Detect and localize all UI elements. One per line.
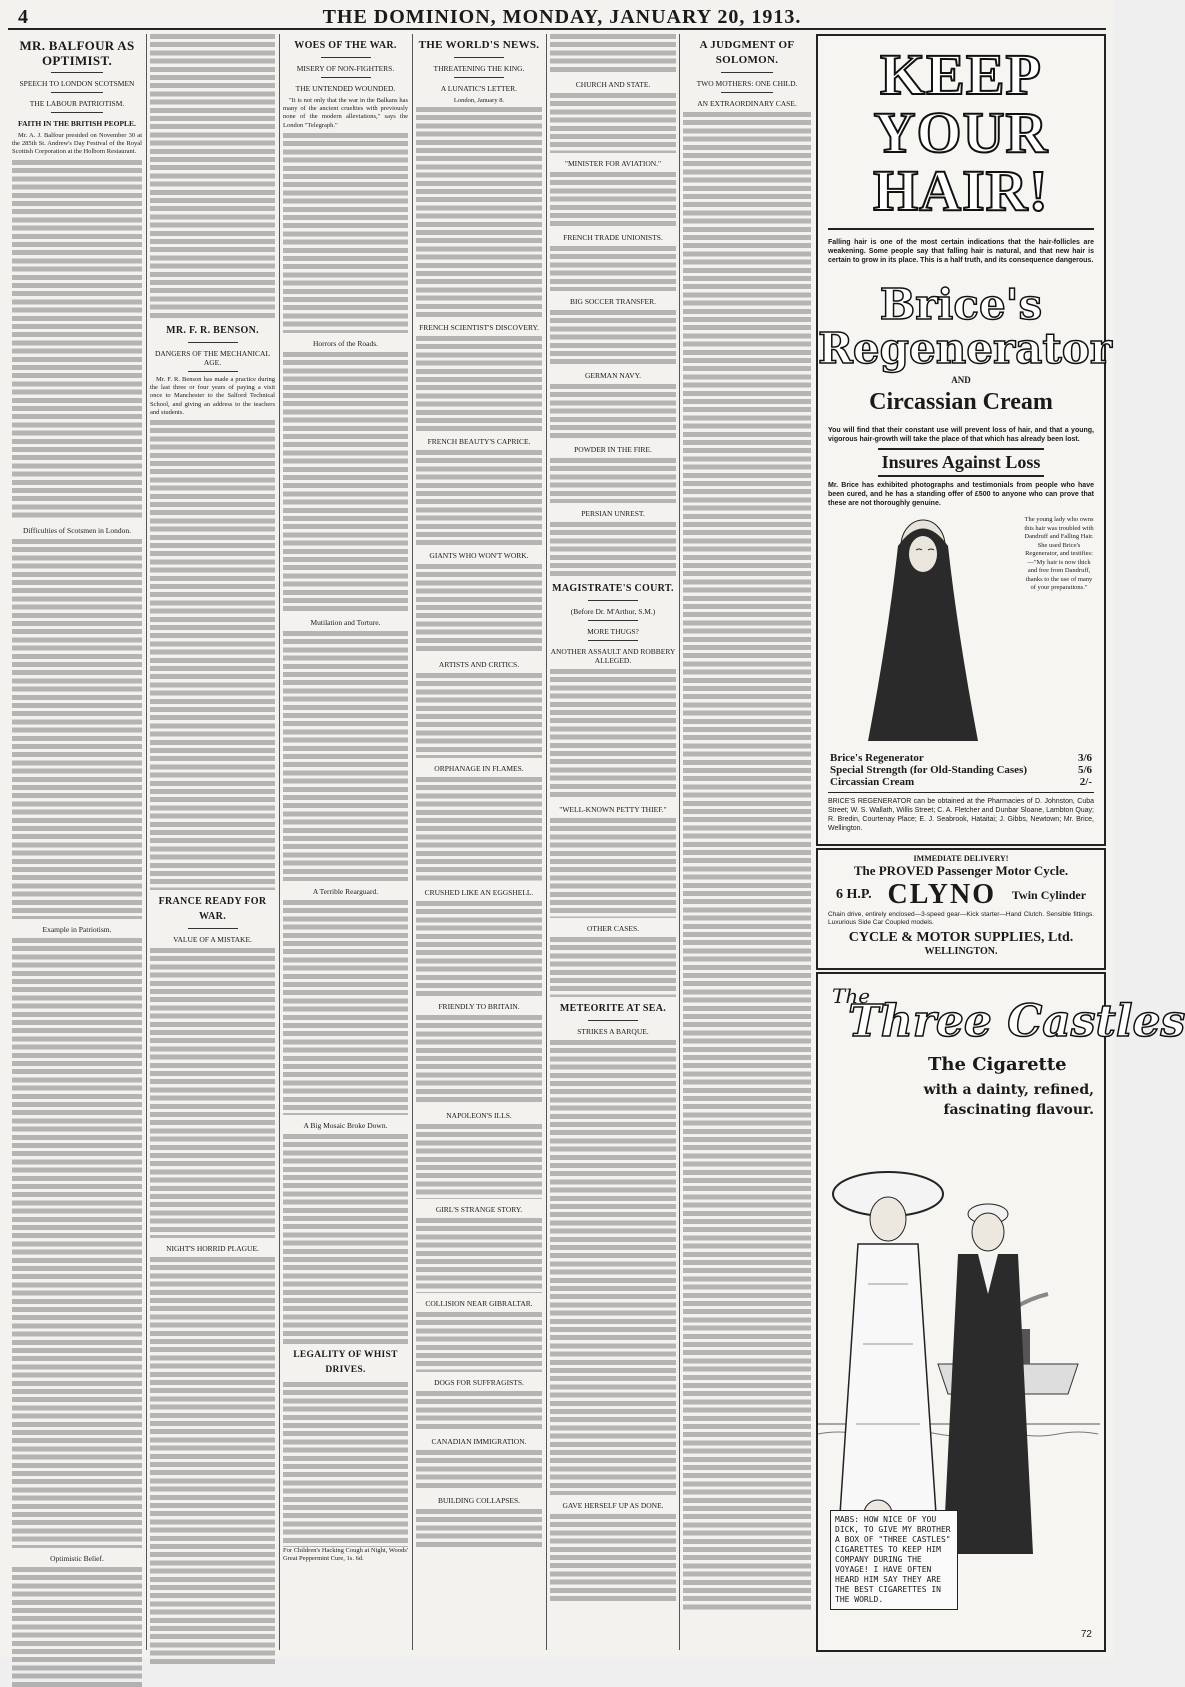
- clyno-tagline: The PROVED Passenger Motor Cycle.: [853, 863, 1069, 878]
- footer-notice: For Children's Hacking Cough at Night, Woods' Great Peppermint Cure, 1s. 6d.: [283, 1546, 408, 1563]
- section-subhead: Example in Patriotism.: [42, 924, 112, 934]
- flavour-line: fascinating flavour.: [943, 1102, 1094, 1118]
- brand-name: Brice's Regenerator: [818, 280, 1112, 373]
- column-rule: [412, 34, 413, 1650]
- section-subhead: POWDER IN THE FIRE.: [574, 445, 652, 454]
- article-headline: THE WORLD'S NEWS.: [418, 39, 540, 51]
- page-number: 4: [18, 5, 28, 28]
- article-headline: MR. F. R. BENSON.: [166, 325, 259, 336]
- immediate-delivery: IMMEDIATE DELIVERY!: [913, 854, 1009, 863]
- body-text: [550, 818, 676, 918]
- body-text: [550, 522, 676, 577]
- section-subhead: CHURCH AND STATE.: [575, 80, 651, 89]
- body-text: [12, 539, 142, 919]
- body-text: [283, 1134, 408, 1344]
- ad-number: 72: [1080, 1629, 1092, 1640]
- body-text: [550, 310, 676, 365]
- article-subhead: A LUNATIC'S LETTER.: [440, 84, 518, 93]
- firm-city: WELLINGTON.: [924, 946, 998, 957]
- body-text: [416, 777, 542, 882]
- article-headline: LEGALITY OF WHIST DRIVES.: [293, 1349, 398, 1375]
- section-subhead: FRENCH TRADE UNIONISTS.: [563, 233, 663, 242]
- article-headline: METEORITE AT SEA.: [559, 1003, 667, 1014]
- section-subhead: FRENCH SCIENTIST'S DISCOVERY.: [419, 323, 539, 333]
- price-label: Special Strength (for Old-Standing Cases): [830, 764, 1028, 776]
- body-text: [550, 458, 676, 503]
- article-subhead: SPEECH TO LONDON SCOTSMEN: [19, 79, 135, 88]
- column-1: [12, 34, 142, 1650]
- body-text: [416, 673, 542, 758]
- dateline: London, January 8.: [453, 97, 505, 104]
- body-text: [416, 1450, 542, 1490]
- section-subhead: A Big Mosaic Broke Down.: [303, 1120, 388, 1130]
- price-value: 3/6: [1077, 752, 1092, 764]
- body-text: [416, 901, 542, 996]
- article-subhead: FAITH IN THE BRITISH PEOPLE.: [18, 119, 136, 128]
- article-lead: Mr. F. R. Benson has made a practice during the last three or four years of paying a visit once to Manchester to the Salford Technical School, and giving an address to the teachers and students.: [150, 376, 275, 416]
- section-subhead: ANOTHER ASSAULT AND ROBBERY ALLEGED.: [550, 647, 676, 665]
- section-subhead: GIANTS WHO WON'T WORK.: [429, 551, 529, 561]
- dainty-line: with a dainty, refined,: [923, 1082, 1094, 1098]
- section-subhead: NIGHT'S HORRID PLAGUE.: [166, 1244, 259, 1254]
- section-subhead: "WELL-KNOWN PETTY THIEF.": [559, 805, 667, 814]
- ad-proof-text: Mr. Brice has exhibited photographs and testimonials from people who have been cured, and he has a standing offer of £500 to anyone who can prove that these are not thoroughly genuine.: [828, 482, 1094, 507]
- body-text: [416, 1124, 542, 1199]
- article-subhead: STRIKES A BARQUE.: [577, 1027, 649, 1036]
- body-text: [416, 107, 542, 317]
- section-subhead: NAPOLEON'S ILLS.: [446, 1111, 512, 1121]
- column-rule: [279, 34, 280, 1650]
- body-text: [283, 133, 408, 333]
- body-text: [283, 631, 408, 881]
- body-text: [416, 1391, 542, 1431]
- column-rule: [546, 34, 547, 1650]
- article-subhead: DANGERS OF THE MECHANICAL AGE.: [154, 349, 271, 367]
- section-subhead: GAVE HERSELF UP AS DONE.: [562, 1501, 664, 1510]
- article-subhead: AN EXTRAORDINARY CASE.: [697, 99, 797, 108]
- body-text: [12, 1567, 142, 1687]
- body-text: [416, 336, 542, 431]
- body-text: [550, 937, 676, 997]
- body-text: [550, 669, 676, 799]
- newspaper-title: THE DOMINION, MONDAY, JANUARY 20, 1913.: [322, 5, 802, 28]
- price-label: Circassian Cream: [830, 776, 915, 788]
- body-text: [550, 246, 676, 291]
- woman-long-hair-illustration: [828, 516, 1024, 746]
- column-5: [550, 34, 676, 1650]
- article-headline: MAGISTRATE'S COURT.: [552, 583, 674, 594]
- insures-headline: Insures Against Loss: [878, 448, 1044, 477]
- ad-body-text: You will find that their constant use will prevent loss of hair, and that a young, vigorous hair-growth will take the place of that which has already been lost.: [828, 427, 1094, 443]
- article-subhead: VALUE OF A MISTAKE.: [173, 935, 252, 945]
- column-3: [283, 34, 408, 1650]
- price-label: Brice's Regenerator: [830, 752, 924, 764]
- section-subhead: FRIENDLY TO BRITAIN.: [438, 1002, 520, 1012]
- body-text: [283, 352, 408, 612]
- body-text: [550, 172, 676, 227]
- three-castles-advertisement: [816, 972, 1185, 1652]
- body-text: [150, 420, 275, 890]
- section-subhead: Horrors of the Roads.: [313, 338, 378, 348]
- article-subhead: MISERY OF NON-FIGHTERS.: [296, 64, 395, 73]
- body-text: [150, 948, 275, 1238]
- price-value: 5/6: [1077, 764, 1092, 776]
- article-subhead: THREATENING THE KING.: [433, 64, 525, 73]
- body-text: [416, 1015, 542, 1105]
- testimonial-caption: The young lady who owns this hair was troubled with Dandruff and Falling Hair. She used Brice's Regenerator, and testifies:—"My hair is now thick and free from Dandruff, thanks to the use of many of your preparations.": [1024, 516, 1094, 591]
- article-subhead: THE UNTENDED WOUNDED.: [295, 84, 396, 93]
- section-subhead: Mutilation and Torture.: [310, 617, 381, 627]
- section-subhead: GERMAN NAVY.: [585, 371, 641, 380]
- keep-your-hair-headline: KEEP YOUR HAIR!: [873, 42, 1049, 223]
- brices-advertisement: [816, 34, 1112, 846]
- masthead: [8, 6, 1106, 30]
- firm-name: CYCLE & MOTOR SUPPLIES, Ltd.: [848, 930, 1074, 945]
- section-subhead: "MINISTER FOR AVIATION.": [564, 159, 662, 168]
- body-text: [283, 900, 408, 1115]
- body-text: [416, 1312, 542, 1372]
- horsepower: 6 H.P.: [835, 887, 872, 902]
- section-subhead: Difficulties of Scotsmen in London.: [23, 525, 131, 535]
- clyno-description: Chain drive, entirely enclosed—3-speed gear—Kick starter—Hand Clutch. Sensible fittings. Luxurious Side Car Coupled models.: [828, 911, 1094, 926]
- magistrate-line: (Before Dr. M'Arthur, S.M.): [570, 607, 656, 616]
- article-headline: A JUDGMENT OF SOLOMON.: [699, 39, 795, 66]
- section-subhead: A Terrible Rearguard.: [312, 886, 379, 896]
- column-6: [683, 34, 811, 1650]
- body-text: [416, 564, 542, 654]
- article-headline: WOES OF THE WAR.: [294, 40, 397, 51]
- article-lead: Mr. A. J. Balfour presided on November 30 at the 285th St. Andrew's Day Festival of the Royal Scottish Corporation at the Holborn Restaurant.: [12, 132, 142, 156]
- body-text: [12, 938, 142, 1548]
- body-text: [416, 1509, 542, 1549]
- body-text: [150, 1257, 275, 1667]
- section-subhead: MORE THUGS?: [587, 627, 639, 636]
- and-label: AND: [951, 375, 971, 385]
- article-subhead: THE LABOUR PATRIOTISM.: [29, 99, 125, 108]
- section-subhead: PERSIAN UNREST.: [581, 509, 645, 518]
- price-row: [818, 752, 1104, 764]
- ad-intro-text: Falling hair is one of the most certain indications that the hair-follicles are weakening. Some people say that falling hair is natural, and that new hair is certain to grow in its place. This is a half truth, and its consequence dangerous.: [828, 239, 1094, 264]
- body-text: [550, 1040, 676, 1495]
- section-subhead: Optimistic Belief.: [50, 1553, 104, 1563]
- the-label: The: [832, 984, 871, 1008]
- body-text: [550, 34, 676, 74]
- body-text: [550, 1514, 676, 1604]
- cream-name: Circassian Cream: [869, 389, 1053, 415]
- cigarette-label: The Cigarette: [928, 1054, 1067, 1075]
- column-rule: [679, 34, 680, 1650]
- section-subhead: CRUSHED LIKE AN EGGSHELL.: [424, 888, 534, 898]
- section-subhead: ARTISTS AND CRITICS.: [438, 660, 520, 670]
- body-text: [683, 112, 811, 1612]
- speech-bubble: MABS: HOW NICE OF YOU DICK, TO GIVE MY BROTHER A BOX OF "THREE CASTLES" CIGARETTES TO KEEP HIM COMPANY DURING THE VOYAGE! I HAVE OFTEN HEARD HIM SAY THEY ARE THE BEST CIGARETTES IN THE WORLD.: [830, 1510, 958, 1610]
- section-subhead: COLLISION NEAR GIBRALTAR.: [425, 1299, 533, 1309]
- body-text: [150, 34, 275, 319]
- cylinder-type: Twin Cylinder: [1011, 887, 1087, 902]
- price-value: 2/-: [1079, 776, 1092, 788]
- body-text: [416, 1218, 542, 1293]
- article-subhead: TWO MOTHERS: ONE CHILD.: [696, 79, 798, 88]
- section-subhead: ORPHANAGE IN FLAMES.: [434, 764, 524, 774]
- column-2: [150, 34, 275, 1650]
- article-lead: "It is not only that the war in the Balkans has many of the ancient cruelties with previously none of the modern alleviations," says the London "Telegraph.": [283, 97, 408, 129]
- clyno-brand: CLYNO: [887, 879, 997, 910]
- body-text: [416, 450, 542, 545]
- section-subhead: BIG SOCCER TRANSFER.: [570, 297, 656, 306]
- article-headline: FRANCE READY FOR WAR.: [158, 896, 267, 923]
- price-row: [818, 764, 1104, 776]
- section-subhead: GIRL'S STRANGE STORY.: [435, 1205, 523, 1215]
- body-text: [283, 1382, 408, 1547]
- section-subhead: BUILDING COLLAPSES.: [437, 1496, 521, 1506]
- body-text: [12, 160, 142, 520]
- stockists-text: BRICE'S REGENERATOR can be obtained at the Pharmacies of D. Johnston, Cuba Street; W. S. Wallath, Willis Street; C. A. Fletcher and Dunbar Sloane, Lambton Quay; R. Bredin, Courtenay Place; E. J. Seabrook, Hataitai; J. Gibbs, Newtown; Mr. Brice, Wellington.: [828, 798, 1094, 832]
- three-castles-brand: Three Castles: [848, 996, 1185, 1047]
- body-text: [550, 93, 676, 153]
- column-rule: [146, 34, 147, 1650]
- section-subhead: DOGS FOR SUFFRAGISTS.: [434, 1378, 524, 1388]
- body-text: [550, 384, 676, 439]
- column-4: [416, 34, 542, 1650]
- section-subhead: CANADIAN IMMIGRATION.: [431, 1437, 527, 1447]
- clyno-advertisement: [816, 848, 1106, 970]
- section-subhead: OTHER CASES.: [586, 924, 640, 933]
- price-row: [818, 776, 1104, 788]
- section-subhead: FRENCH BEAUTY'S CAPRICE.: [427, 437, 531, 447]
- article-headline: MR. BALFOUR AS OPTIMIST.: [19, 38, 135, 68]
